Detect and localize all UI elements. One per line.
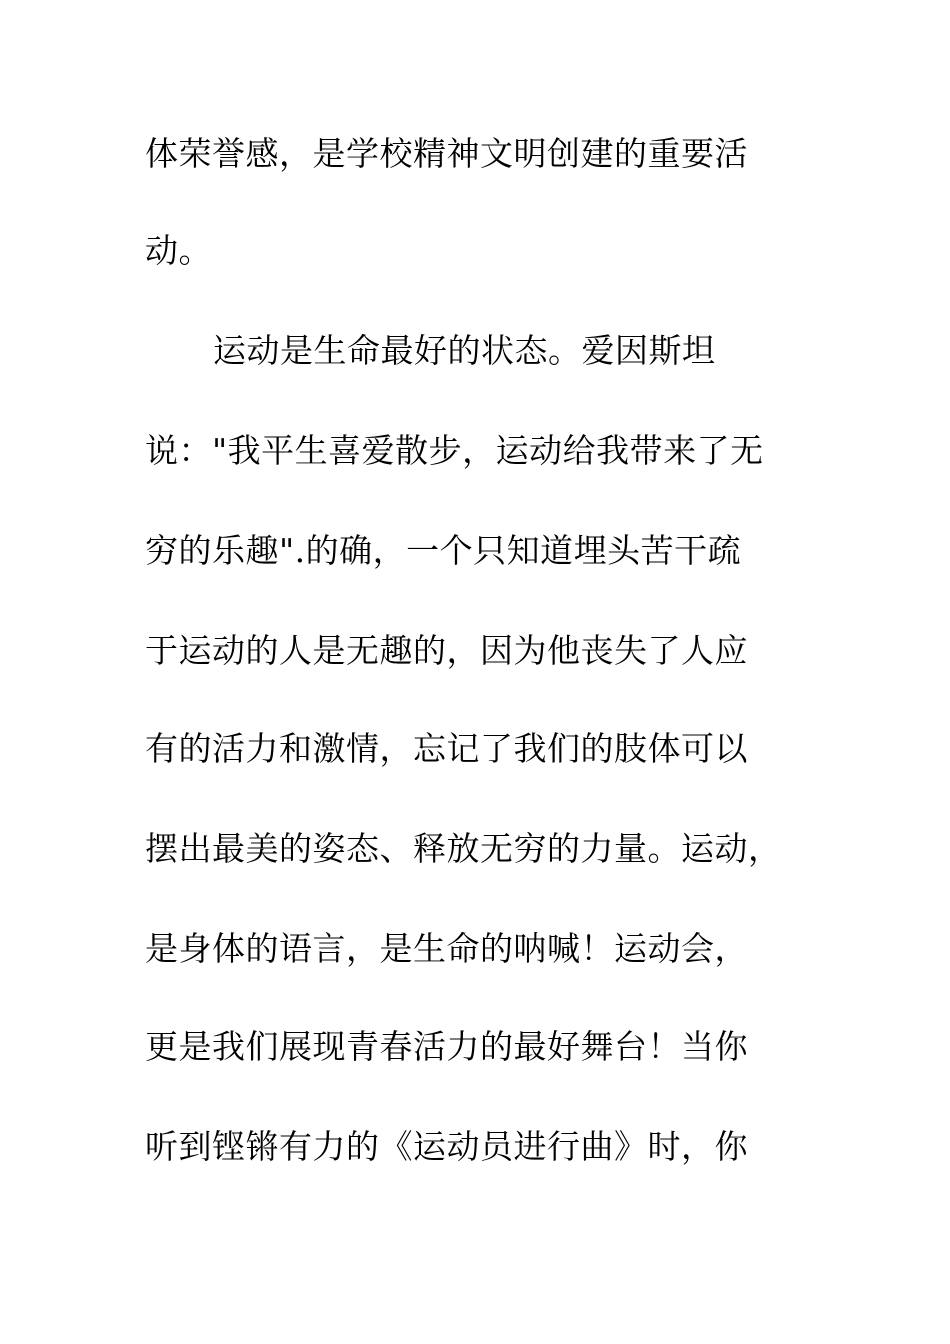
text-line-9: 是身体的语言，是生命的呐喊！运动会， [145, 929, 748, 968]
paragraph-start-line: 运动是生命最好的状态。爱因斯坦 [213, 331, 716, 370]
text-line-5: 穷的乐趣".的确，一个只知道埋头苦干疏 [145, 531, 742, 570]
text-line-8: 摆出最美的姿态、释放无穷的力量。运动， [145, 829, 782, 868]
text-line-4: 说："我平生喜爱散步，运动给我带来了无 [145, 431, 764, 470]
text-line-7: 有的活力和激情，忘记了我们的肢体可以 [145, 729, 748, 768]
text-line-11: 听到铿锵有力的《运动员进行曲》时，你 [145, 1127, 748, 1166]
text-line-1: 体荣誉感，是学校精神文明创建的重要活 [145, 134, 748, 173]
text-line-10: 更是我们展现青春活力的最好舞台！当你 [145, 1027, 748, 1066]
text-line-2: 动。 [145, 231, 212, 270]
text-line-6: 于运动的人是无趣的，因为他丧失了人应 [145, 631, 748, 670]
